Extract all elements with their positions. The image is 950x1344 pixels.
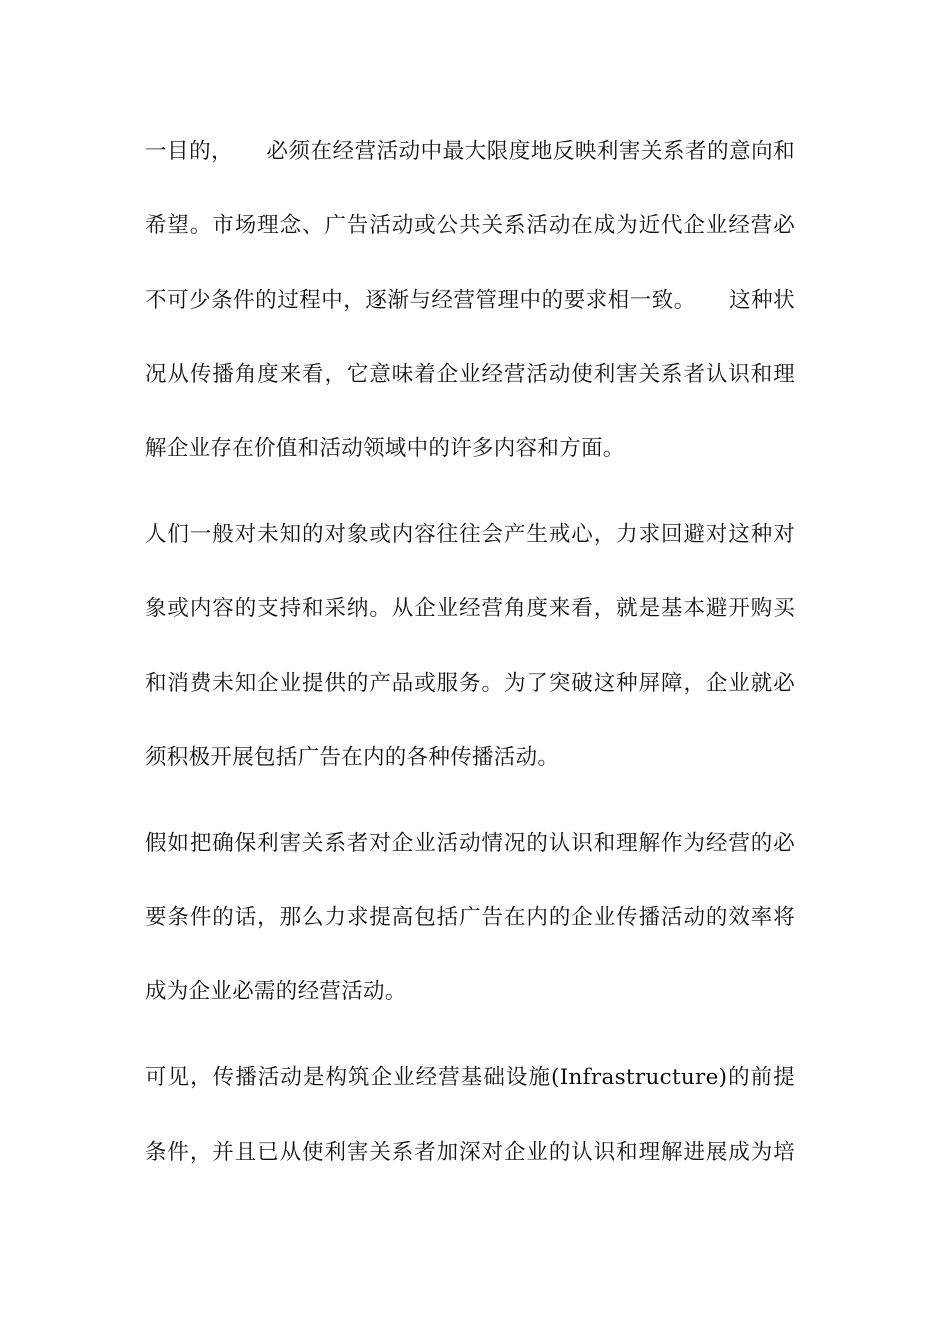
text-line: 假如把确保利害关系者对企业活动情况的认识和理解作为经营的必: [145, 831, 795, 856]
text-line: 不可少条件的过程中，逐渐与经营管理中的要求相一致。 这种状: [145, 288, 795, 313]
text-line: 条件，并且已从使利害关系者加深对企业的认识和理解进展成为培: [145, 1140, 795, 1165]
text-line: 况从传播角度来看，它意味着企业经营活动使利害关系者认识和理: [145, 362, 795, 387]
text-line: 和消费未知企业提供的产品或服务。为了突破这种屏障，企业就必: [145, 671, 795, 696]
text-line: 人们一般对未知的对象或内容往往会产生戒心，力求回避对这种对: [145, 522, 795, 547]
text-line: 须积极开展包括广告在内的各种传播活动。: [145, 745, 560, 770]
text-line: 要条件的话，那么力求提高包括广告在内的企业传播活动的效率将: [145, 905, 795, 930]
text-line: 可见，传播活动是构筑企业经营基础设施(Infrastructure)的前提: [145, 1065, 795, 1090]
text-line: 象或内容的支持和采纳。从企业经营角度来看，就是基本避开购买: [145, 596, 795, 621]
text-line: 希望。市场理念、广告活动或公共关系活动在成为近代企业经营必: [145, 213, 795, 238]
text-line: 一目的， 必须在经营活动中最大限度地反映利害关系者的意向和: [145, 139, 795, 164]
text-line: 解企业存在价值和活动领域中的许多内容和方面。: [145, 436, 625, 461]
text-line: 成为企业必需的经营活动。: [145, 979, 407, 1004]
